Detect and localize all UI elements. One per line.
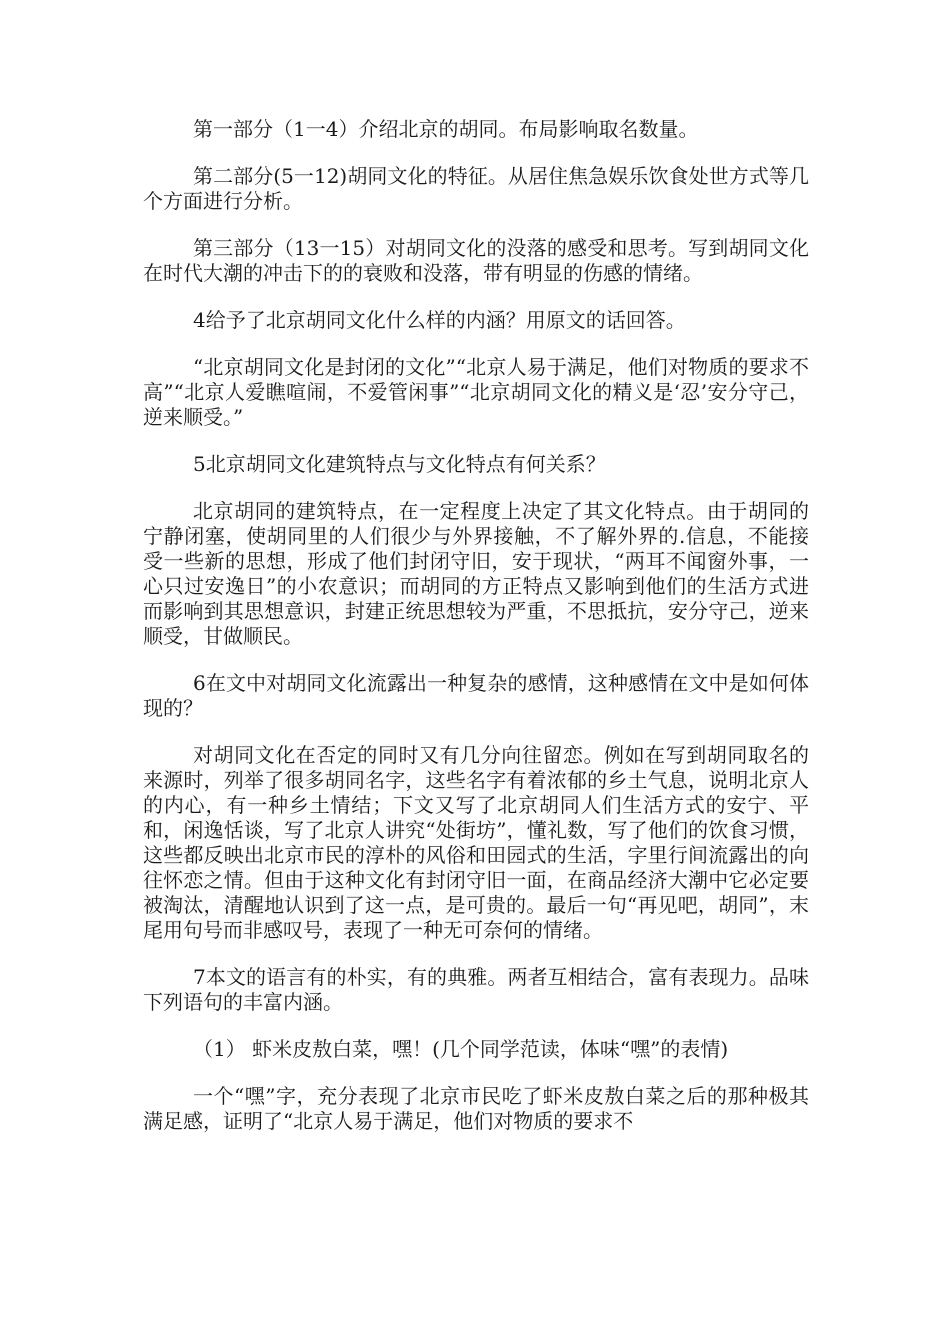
question-4: 4给予了北京胡同文化什么样的内涵？用原文的话回答。 xyxy=(193,308,686,332)
question-7-item-1: （1） 虾米皮敖白菜，嘿！(几个同学范读，体味“嘿”的表情) xyxy=(193,1037,729,1061)
paragraph-part-one: 第一部分（1一4）介绍北京的胡同。布局影响取名数量。 xyxy=(193,117,699,141)
paragraph-part-three: 第三部分（13一15）对胡同文化的没落的感受和思考。写到胡同文化在时代大潮的冲击下的的衰败和没落，带有明显的伤感的情绪。 xyxy=(143,236,809,285)
question-5: 5北京胡同文化建筑特点与文化特点有何关系？ xyxy=(193,452,606,476)
question-7: 7本文的语言有的朴实，有的典雅。两者互相结合，富有表现力。品味下列语句的丰富内涵。 xyxy=(143,965,809,1014)
answer-5: 北京胡同的建筑特点，在一定程度上决定了其文化特点。由于胡同的宁静闭塞，使胡同里的人们很少与外界接触，不了解外界的.信息，不能接受一些新的思想，形成了他们封闭守旧，安于现状，“两耳不闻窗外事，一心只过安逸日”的小农意识；而胡同的方正特点又影响到他们的生活方式进而影响到其思想意识，封建正统思想较为严重，不思抵抗，安分守己，逆来顺受，甘做顺民。 xyxy=(143,499,809,648)
answer-7-item-1: 一个“嘿”字，充分表现了北京市民吃了虾米皮敖白菜之后的那种极其满足感，证明了“北京人易于满足，他们对物质的要求不 xyxy=(143,1084,809,1133)
document-body xyxy=(143,117,809,1156)
question-6: 6在文中对胡同文化流露出一种复杂的感情，这种感情在文中是如何体现的？ xyxy=(143,671,809,720)
answer-6: 对胡同文化在否定的同时又有几分向往留恋。例如在写到胡同取名的来源时，列举了很多胡同名字，这些名字有着浓郁的乡土气息，说明北京人的内心，有一种乡土情结；下文又写了北京胡同人们生活方式的安宁、平和，闲逸恬谈，写了北京人讲究“处街坊”，懂礼数，写了他们的饮食习惯，这些都反映出北京市民的淳朴的风俗和田园式的生活，字里行间流露出的向往怀恋之情。但由于这种文化有封闭守旧一面，在商品经济大潮中它必定要被淘汰，清醒地认识到了这一点，是可贵的。最后一句“再见吧，胡同”，末尾用句号而非感叹号，表现了一种无可奈何的情绪。 xyxy=(143,743,809,942)
answer-4: “北京胡同文化是封闭的文化”“北京人易于满足，他们对物质的要求不高”“北京人爱瞧喧闹，不爱管闲事”“北京胡同文化的精义是‘忍’安分守己，逆来顺受。” xyxy=(143,355,809,429)
paragraph-part-two: 第二部分(5一12)胡同文化的特征。从居住焦急娱乐饮食处世方式等几个方面进行分析。 xyxy=(143,164,809,213)
